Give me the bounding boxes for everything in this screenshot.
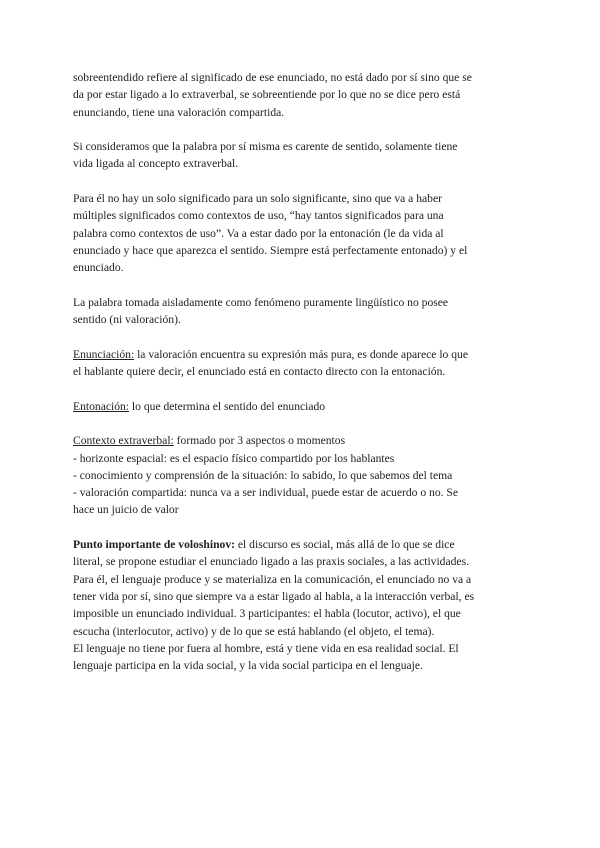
paragraph-contexto-extraverbal	[73, 432, 540, 518]
paragraph-punto-importante	[73, 536, 540, 674]
text-line: Para él no hay un solo significado para un solo significante, sino que va a haber	[73, 192, 442, 206]
text-line: imposible un enunciado individual. 3 participantes: el habla (locutor, activo), el que	[73, 607, 461, 621]
definition-text: formado por 3 aspectos o momentos	[173, 434, 346, 448]
text-line: Si consideramos que la palabra por sí misma es carente de sentido, solamente tiene	[73, 140, 458, 154]
text-line: enunciado.	[73, 261, 124, 275]
definition-text: el discurso es social, más allá de lo que se dice	[235, 538, 455, 552]
text-line: sentido (ni valoración).	[73, 313, 181, 327]
text-line: el hablante quiere decir, el enunciado está en contacto directo con la entonación.	[73, 365, 446, 379]
paragraph-palabra-por-si-misma	[73, 138, 540, 173]
text-line: lenguaje participa en la vida social, y la vida social participa en el lenguaje.	[73, 659, 423, 673]
paragraph-palabra-aislada	[73, 294, 540, 329]
text-line: escucha (interlocutor, activo) y de lo que se está hablando (el objeto, el tema).	[73, 624, 435, 638]
text-line: literal, se propone estudiar el enunciado ligado a las praxis sociales, a las actividades.	[73, 555, 469, 569]
text-line	[73, 346, 540, 363]
term-entonacion: Entonación:	[73, 399, 130, 413]
text-line: vida ligada al concepto extraverbal.	[73, 157, 239, 171]
list-item: - horizonte espacial: es el espacio físico compartido por los hablantes	[73, 451, 395, 465]
term-contexto-extraverbal: Contexto extraverbal:	[73, 434, 174, 448]
text-line	[73, 536, 540, 553]
list-item: - valoración compartida: nunca va a ser individual, puede estar de acuerdo o no. Se	[73, 486, 459, 500]
text-line: enunciando, tiene una valoración compartida.	[73, 105, 285, 119]
paragraph-sobreentendido	[73, 69, 540, 121]
list-item: - conocimiento y comprensión de la situación: lo sabido, lo que sabemos del tema	[73, 468, 453, 482]
text-line: palabra como contextos de uso”. Va a estar dado por la entonación (le da vida al	[73, 226, 444, 240]
text-line	[73, 398, 540, 415]
text-line: sobreentendido refiere al significado de ese enunciado, no está dado por sí sino que se	[73, 71, 472, 84]
text-line: da por estar ligado a lo extraverbal, se sobreentiende por lo que no se dice pero está	[73, 88, 461, 102]
term-punto-importante: Punto importante de voloshinov:	[73, 538, 236, 552]
text-line: La palabra tomada aisladamente como fenómeno puramente lingüístico no posee	[73, 295, 449, 309]
definition-text: la valoración encuentra su expresión más pura, es donde aparece lo que	[134, 347, 468, 361]
paragraph-enunciacion	[73, 346, 540, 381]
text-line: enunciado y hace que aparezca el sentido. Siempre está perfectamente entonado) y el	[73, 243, 468, 257]
text-line: El lenguaje no tiene por fuera al hombre, está y tiene vida en esa realidad social. El	[73, 641, 459, 655]
definition-text: lo que determina el sentido del enunciado	[129, 399, 326, 413]
text-line: múltiples significados como contextos de uso, “hay tantos significados para una	[73, 209, 444, 223]
text-line: hace un juicio de valor	[73, 503, 179, 517]
term-enunciacion: Enunciación:	[73, 347, 135, 361]
paragraph-significados	[73, 190, 540, 276]
text-line	[73, 432, 540, 449]
text-line: tener vida por sí, sino que siempre va a estar ligado al habla, a la interacción verbal, es	[73, 589, 475, 603]
paragraph-entonacion	[73, 398, 540, 415]
text-line: Para él, el lenguaje produce y se materializa en la comunicación, el enunciado no va a	[73, 572, 472, 586]
